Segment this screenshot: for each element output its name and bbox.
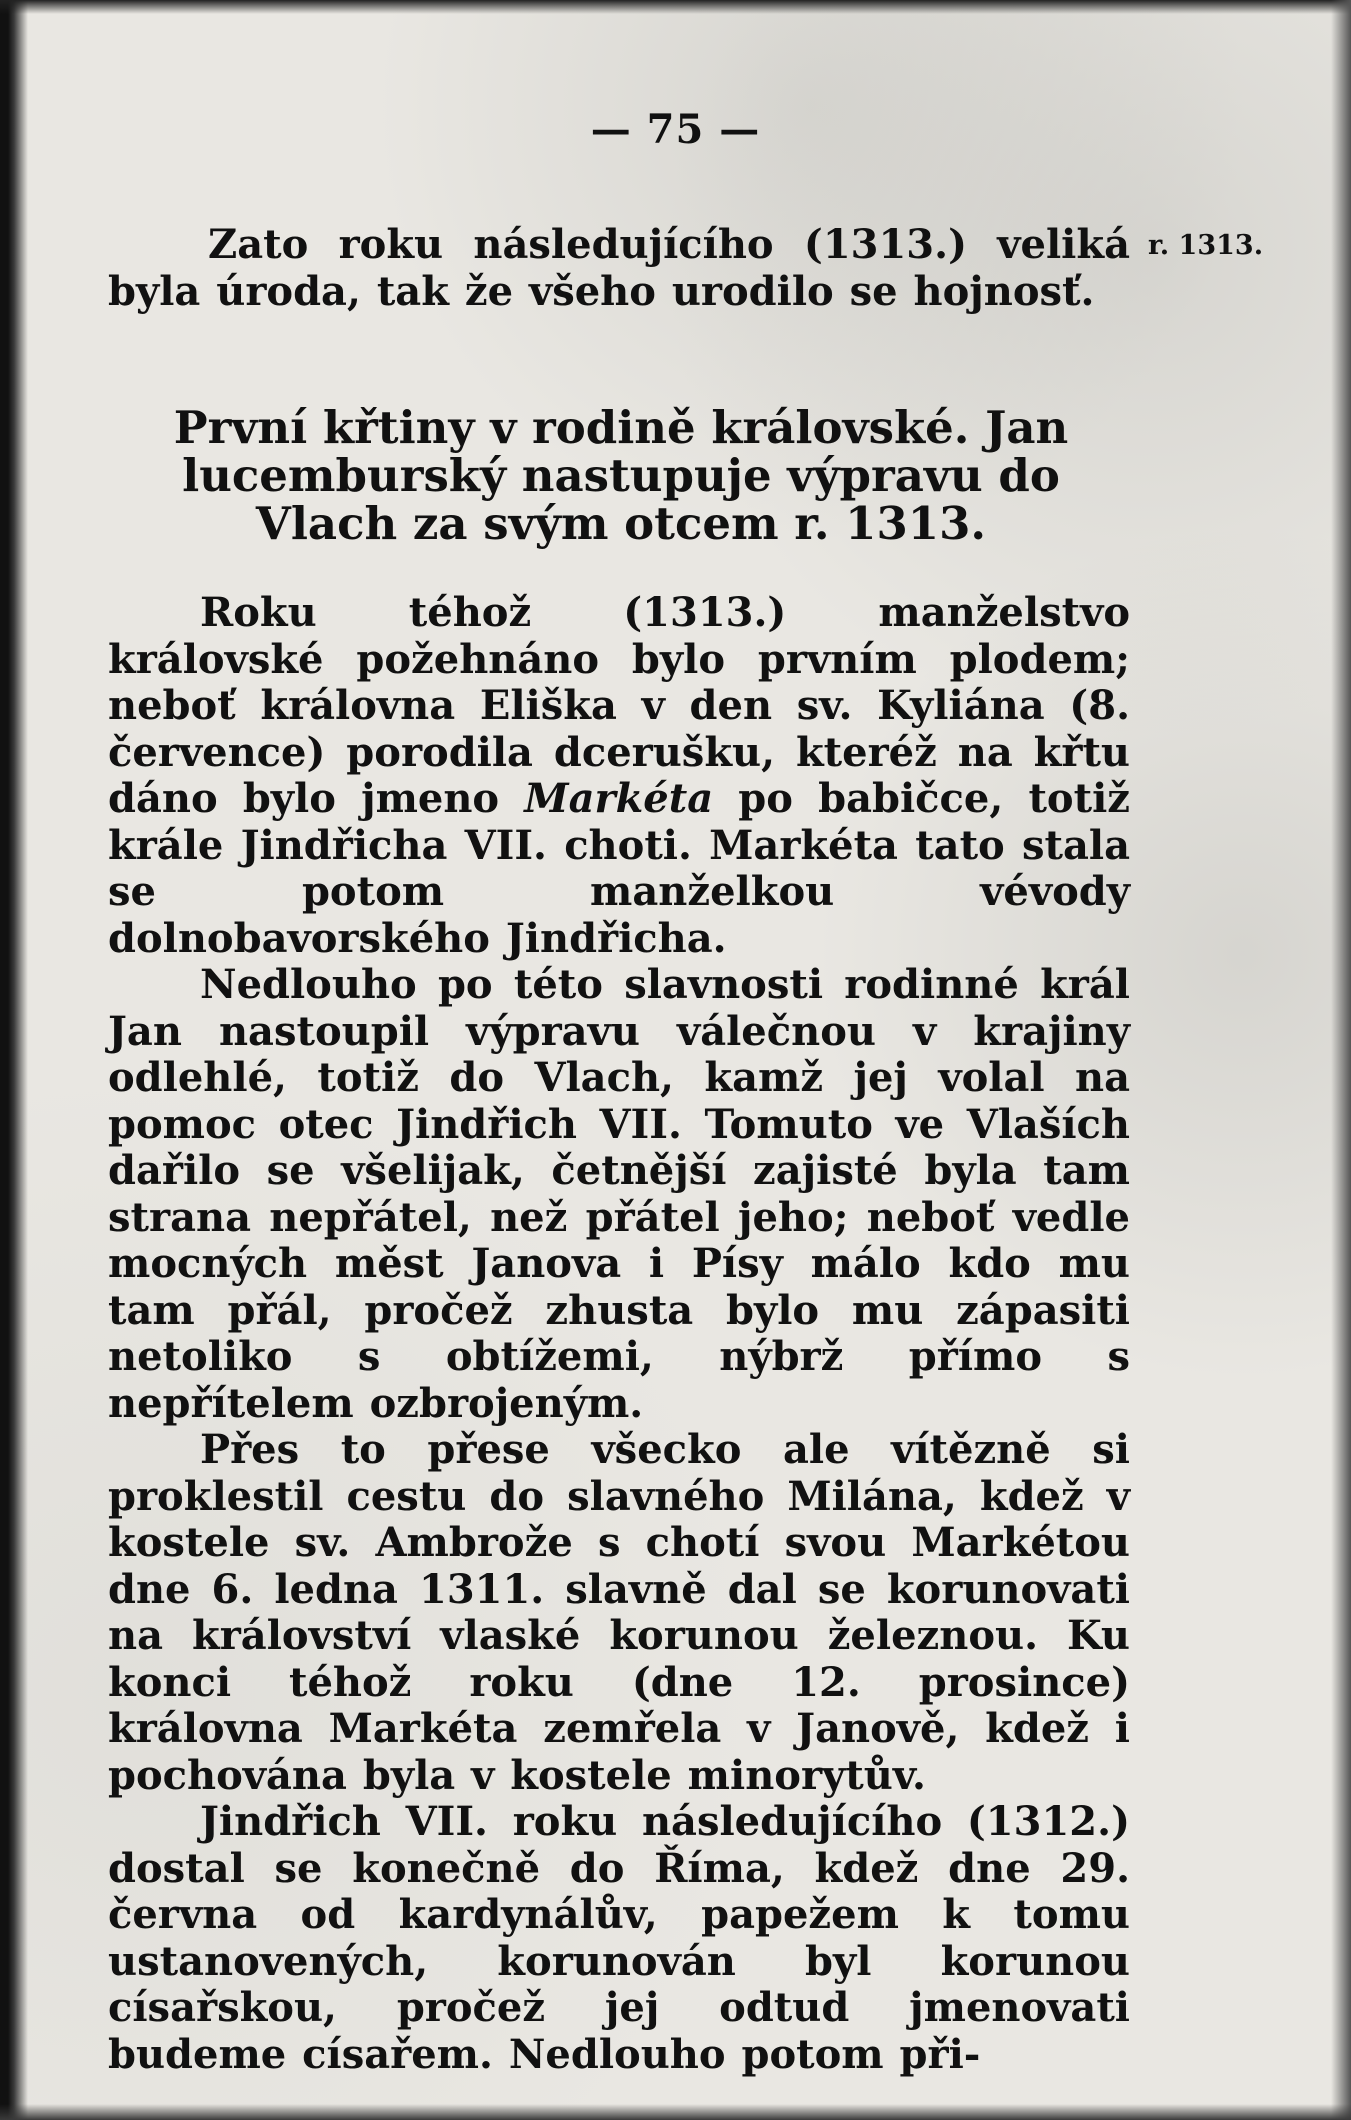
book-binding-edge [0,0,28,2120]
page-number: — 75 — [590,106,761,153]
section-heading: První křtiny v rodině královské. Jan lucemburský nastupuje výpravu do Vlach za svým otcem r. 1313. [173,401,1069,550]
margin-note-year: r. 1313. [1148,230,1264,261]
paragraph-1-italic-name: Markéta [524,775,714,822]
intro-paragraph: Zato roku následujícího (1313.) veliká byla úroda, tak že všeho urodilo se hojnosť. [108,221,1130,315]
paragraph-2: Nedlouho po této slavnosti rodinné král Jan nastoupil výpravu válečnou v krajiny odlehlé, totiž do Vlach, kamž jej volal na pomoc otec Jindřich VII. Tomuto ve Vlaších dařilo se všelijak, četnější zajisté byla tam strana nepřátel, než přátel jeho; neboť vedle mocných měst Janova i Písy málo kdo mu tam přál, pročež zhusta bylo mu zápasiti netoliko s obtížemi, nýbrž přímo s nepřítelem ozbrojeným. [108,961,1130,1427]
paragraph-1-text-a: Roku téhož (1313.) manželstvo královské požehnáno bylo prvním plodem; neboť královna Eliška v den sv. Kyliána (8. července) porodila dcerušku, kteréž na křtu dáno bylo jmeno [108,589,1130,822]
page-right-shadow [1331,0,1351,2120]
paragraph-3: Přes to přese všecko ale vítězně si proklestil cestu do slavného Milána, kdež v kostele sv. Ambrože s chotí svou Markétou dne 6. ledna 1311. slavně dal se korunovati na království vlaské korunou železnou. Ku konci téhož roku (dne 12. prosince) královna Markéta zemřela v Janově, kdež i pochována byla v kostele minorytův. [108,1426,1130,1799]
paragraph-1-text-b: po babičce, totiž krále Jindřicha VII. choti. Markéta tato stala se potom manželkou vévody dolnobavorského Jindřicha. [108,775,1130,962]
paragraph-1 [108,590,1130,962]
page-bottom-shadow [0,2104,1351,2120]
page-top-shadow [0,0,1351,14]
body-text [108,590,1130,2078]
paragraph-4: Jindřich VII. roku následujícího (1312.) dostal se konečně do Říma, kdež dne 29. června od kardynálův, papežem k tomu ustanovených, korunován byl korunou císařskou, pročež jej odtud jmenovati budeme císařem. Nedlouho potom při- [108,1798,1130,2078]
